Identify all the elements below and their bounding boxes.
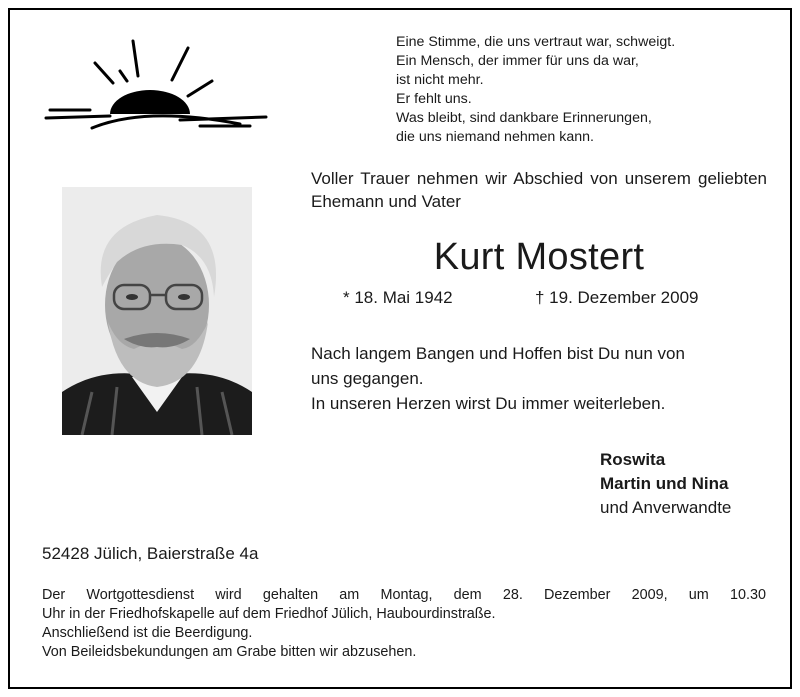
poem-line: ist nicht mehr.: [396, 72, 484, 88]
address: 52428 Jülich, Baierstraße 4a: [42, 544, 259, 563]
notes-line: Von Beileidsbekundungen am Grabe bitten wir abzusehen.: [42, 644, 417, 660]
mourner-relatives: und Anverwandte: [600, 498, 732, 517]
rising-sun-icon: [40, 38, 272, 138]
notes-line: Der Wortgottesdienst wird gehalten am Montag, dem 28. Dezember 2009, um 10.30: [42, 587, 766, 603]
obituary-frame: [8, 8, 792, 689]
service-notes: [42, 586, 766, 662]
poem-line: Eine Stimme, die uns vertraut war, schweigt.: [396, 34, 676, 50]
notes-line: Anschließend ist die Beerdigung.: [42, 625, 253, 641]
mourner-names: Martin und Nina: [600, 474, 729, 493]
birth-date: * 18. Mai 1942: [343, 288, 453, 307]
poem-line: Er fehlt uns.: [396, 91, 472, 107]
deceased-name: Kurt Mostert: [433, 236, 645, 278]
mourner-name: Roswita: [600, 450, 666, 469]
intro-text: Voller Trauer nehmen wir Abschied von unserem geliebten Ehemann und Vater: [311, 169, 767, 211]
poem-line: Was bleibt, sind dankbare Erinnerungen,: [396, 110, 652, 126]
death-date: † 19. Dezember 2009: [535, 288, 699, 307]
farewell-words: [311, 341, 767, 416]
notes-line: Uhr in der Friedhofskapelle auf dem Friedhof Jülich, Haubourdinstraße.: [42, 606, 496, 622]
farewell-line: Nach langem Bangen und Hoffen bist Du nun von: [311, 344, 685, 363]
poem-line: die uns niemand nehmen kann.: [396, 129, 594, 145]
farewell-line: In unseren Herzen wirst Du immer weiterleben.: [311, 394, 666, 413]
poem-line: Ein Mensch, der immer für uns da war,: [396, 53, 639, 69]
poem: [396, 33, 675, 147]
mourners: [600, 448, 731, 520]
farewell-line: uns gegangen.: [311, 369, 424, 388]
portrait-photo: [62, 187, 252, 435]
